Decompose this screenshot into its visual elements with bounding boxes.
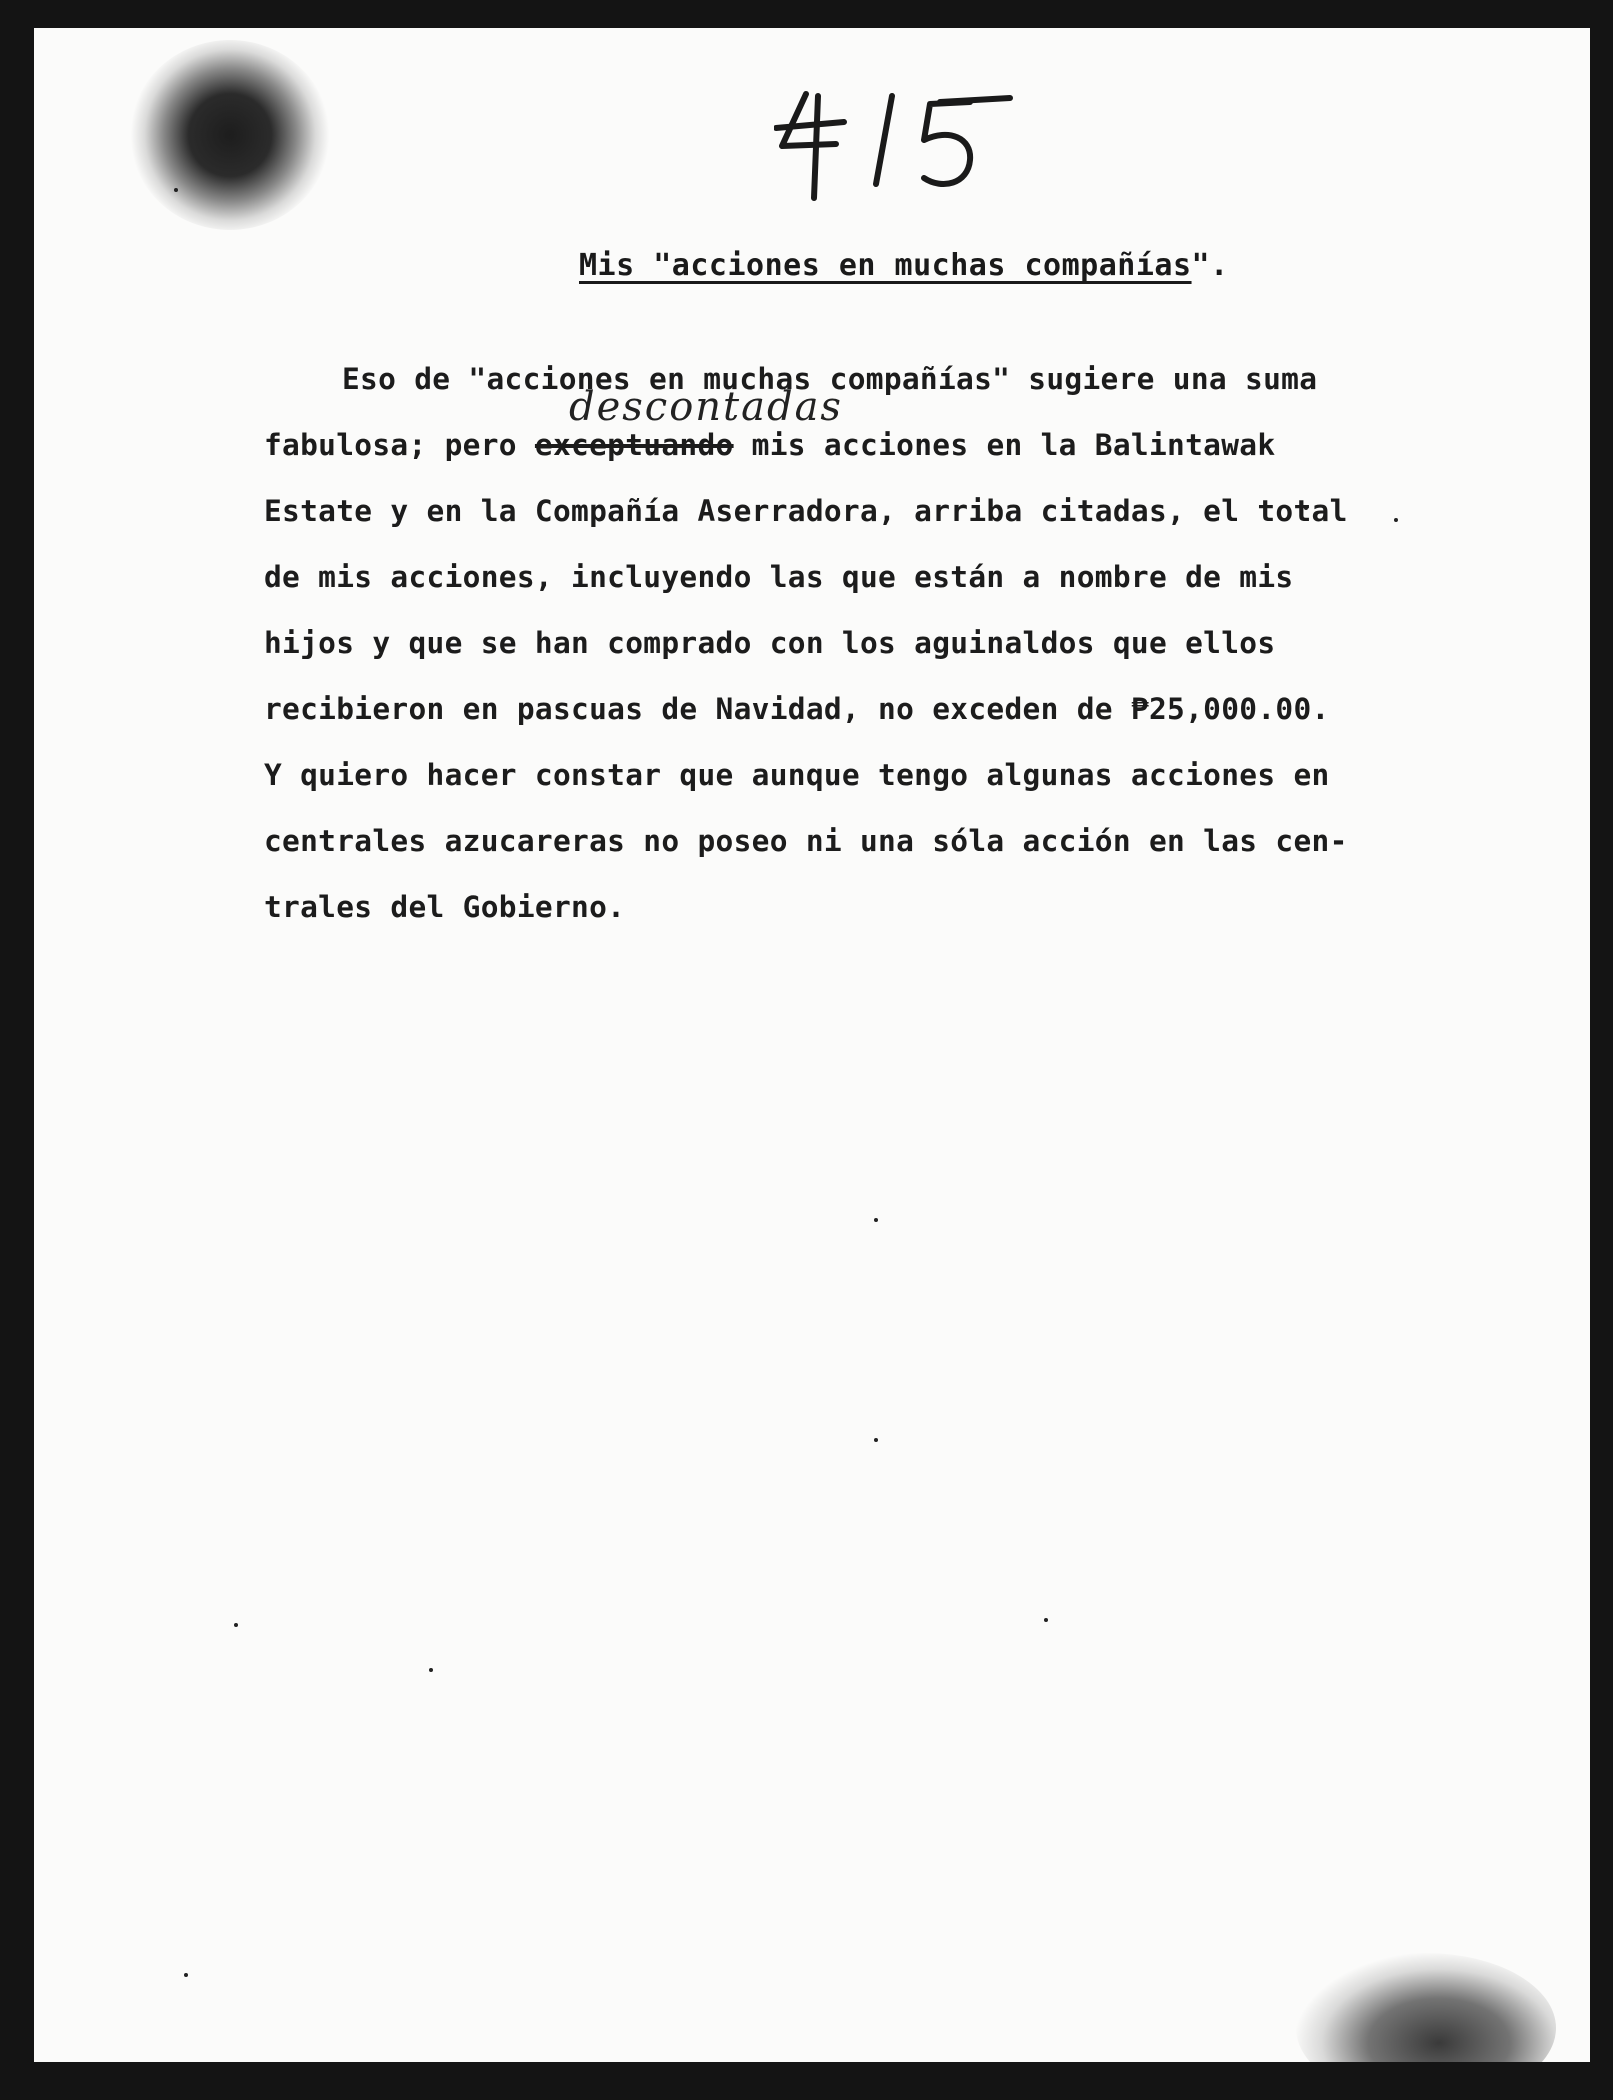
title-closing-punctuation: ". (1191, 248, 1229, 283)
paragraph-line (264, 346, 1494, 412)
paragraph-line (264, 610, 1494, 676)
handwritten-page-number (774, 88, 1054, 208)
paragraph-line (264, 544, 1494, 610)
paragraph-line-text: centrales azucareras no poseo ni una sóla acción en las cen- (264, 824, 1348, 858)
paragraph-line (264, 874, 1494, 940)
document-title (579, 248, 1339, 283)
ink-speck (174, 188, 178, 192)
title-text: Mis "acciones en muchas compañías (579, 248, 1192, 283)
paragraph-line-text: Estate y en la Compañía Aserradora, arriba citadas, el total (264, 494, 1348, 528)
paragraph-line (264, 676, 1494, 742)
paragraph-line-text: Y quiero hacer constar que aunque tengo algunas acciones en (264, 758, 1330, 792)
paragraph-line-text: recibieron en pascuas de Navidad, no exceden de ₱25,000.00. (264, 692, 1330, 726)
paragraph-line-text: de mis acciones, incluyendo las que están a nombre de mis (264, 560, 1294, 594)
paragraph-line-text: Eso de "acciones en muchas compañías" sugiere una suma (342, 362, 1318, 396)
ink-smudge-bottom-right (1296, 1953, 1556, 2062)
paragraph-line-text: trales del Gobierno. (264, 890, 626, 924)
handwritten-page-number-drawing (774, 88, 1054, 208)
ink-speck (874, 1438, 878, 1442)
handwritten-insertion: descontadas (569, 384, 843, 430)
ink-speck (429, 1668, 433, 1672)
paragraph-line (264, 742, 1494, 808)
ink-smudge-top-left (130, 40, 330, 230)
body-paragraph (264, 346, 1494, 940)
ink-speck (184, 1973, 188, 1977)
document-page (34, 28, 1590, 2062)
paragraph-line-text: fabulosa; pero (264, 428, 535, 462)
paragraph-line-text: mis acciones en la Balintawak (733, 428, 1276, 462)
ink-speck (234, 1623, 238, 1627)
struck-out-word: exceptuando (534, 428, 734, 462)
paragraph-line (264, 478, 1494, 544)
ink-speck (874, 1218, 878, 1222)
paragraph-line (264, 808, 1494, 874)
paragraph-line-text: hijos y que se han comprado con los aguinaldos que ellos (264, 626, 1276, 660)
ink-speck (1044, 1618, 1048, 1622)
paragraph-line (264, 384, 1494, 478)
